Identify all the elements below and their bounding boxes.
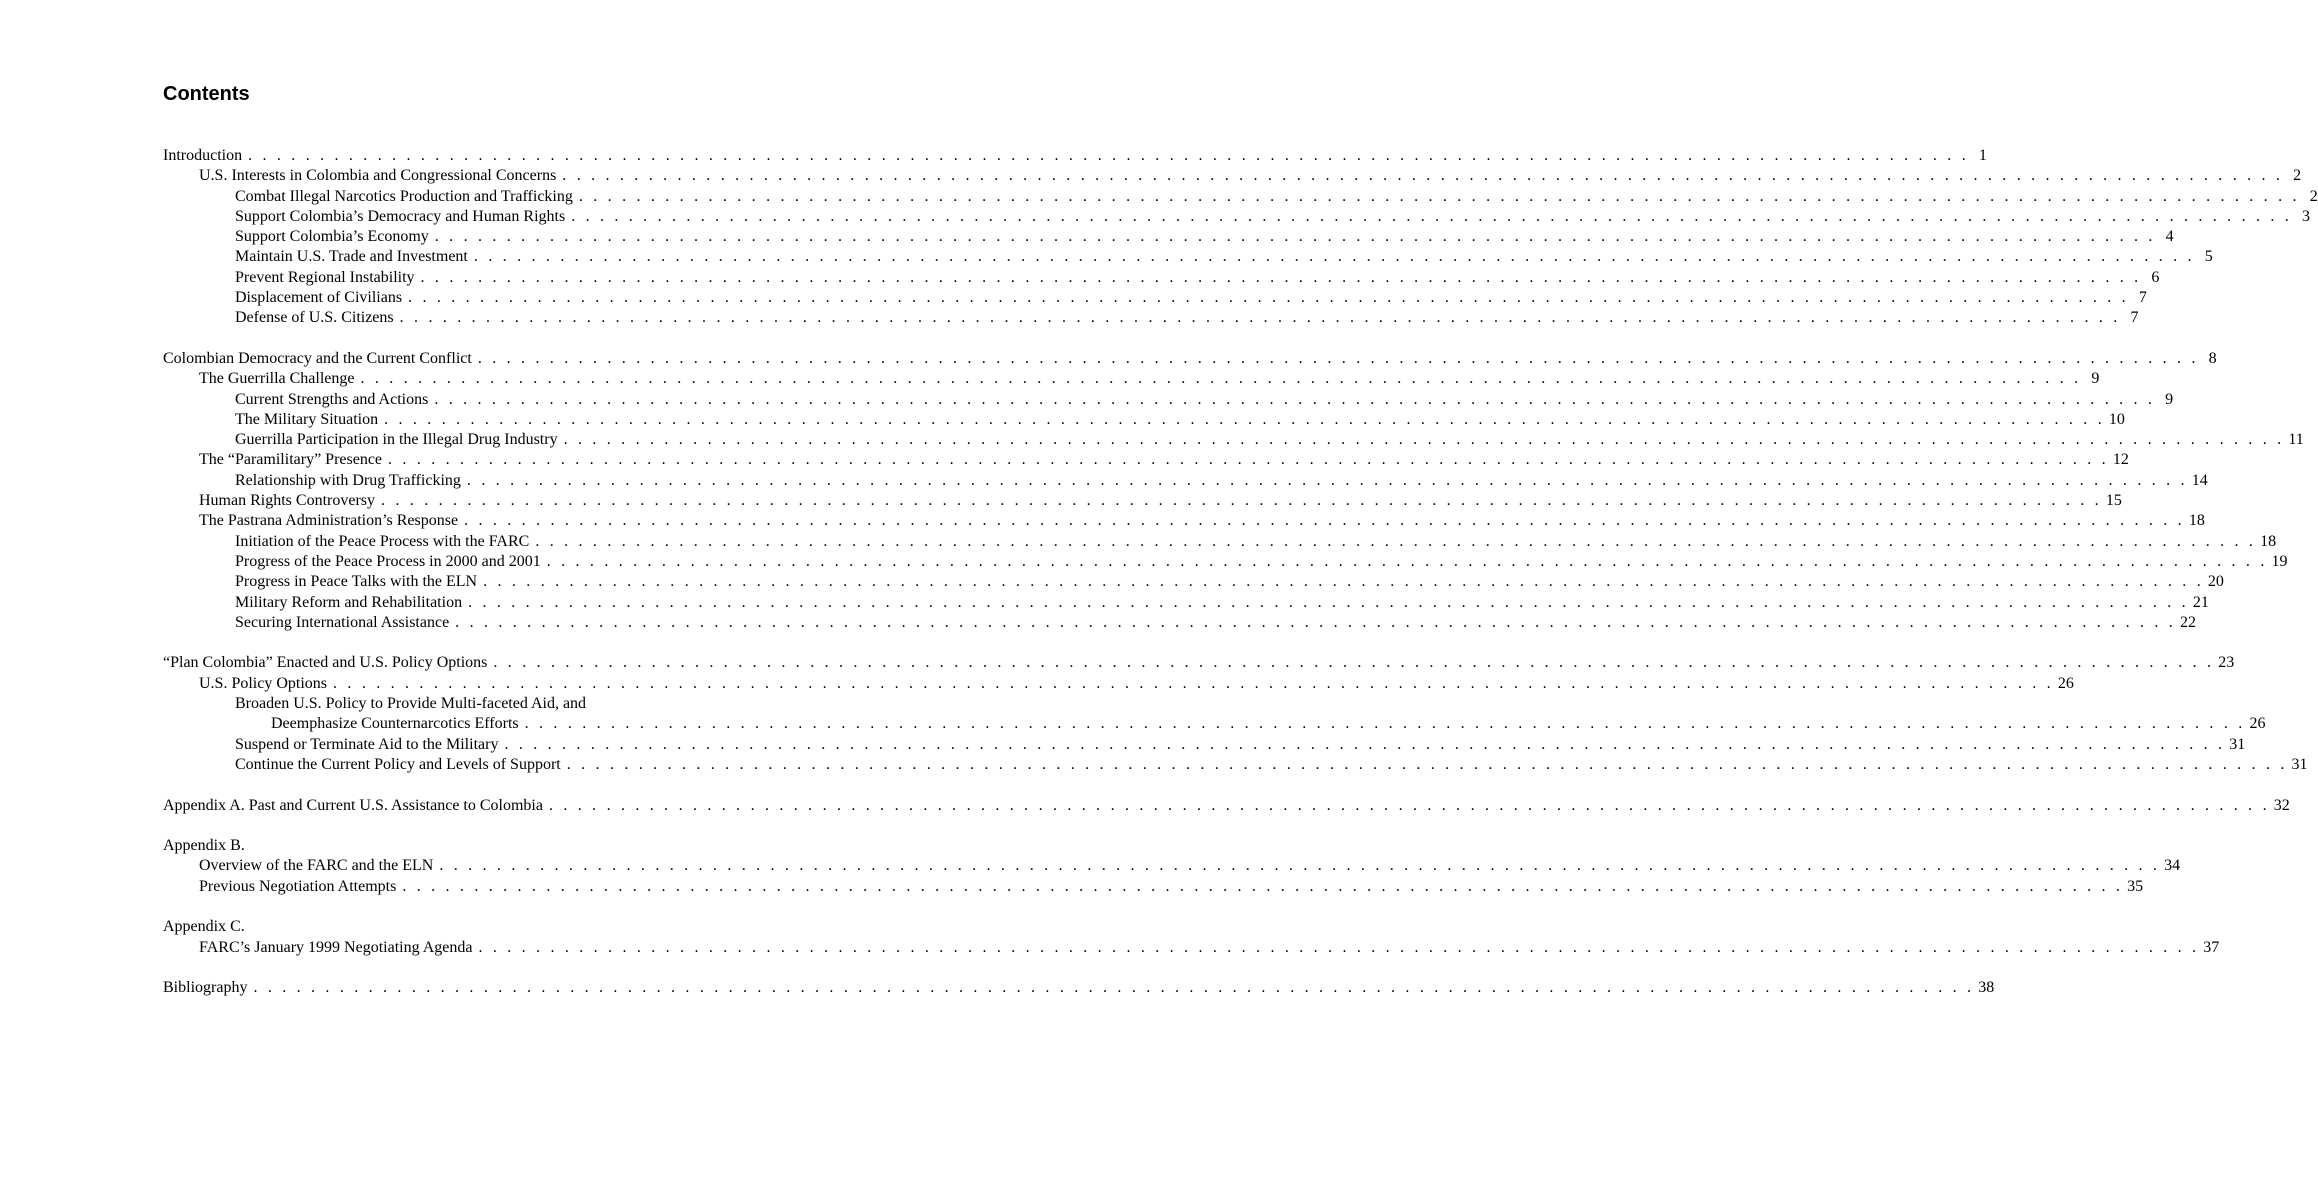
toc-entry[interactable] xyxy=(163,938,2220,958)
dot-leader: . . . . . . . . . . . . . . . . . . . . . . . . . . . . . . . . . . . . . . . . . . . . . . . . . . . . . . . . . . . . . . . . . . . . . . . . . . . . . . . . . . . . . . . . . . . . . . . . . . . . . . . . . . . . . . . . . . . . . . . . xyxy=(578,187,2300,205)
toc-entry[interactable] xyxy=(163,532,2277,552)
toc-entry-label: Maintain U.S. Trade and Investment xyxy=(235,248,468,266)
toc-entry-label: Bibliography xyxy=(163,979,248,997)
dot-leader: . . . . . . . . . . . . . . . . . . . . . . . . . . . . . . . . . . . . . . . . . . . . . . . . . . . . . . . . . . . . . . . . . . . . . . . . . . . . . . . . . . . . . . . . . . . . . . . . . . . . . . . . . . . . . . . . . . . . . . . . xyxy=(420,268,2142,286)
toc-entry-page-number: 15 xyxy=(2105,492,2122,510)
toc-entry[interactable] xyxy=(163,714,2266,734)
toc-entry-label: Deemphasize Counternarcotics Efforts xyxy=(271,715,519,733)
dot-leader: . . . . . . . . . . . . . . . . . . . . . . . . . . . . . . . . . . . . . . . . . . . . . . . . . . . . . . . . . . . . . . . . . . . . . . . . . . . . . . . . . . . . . . . . . . . . . . . . . . . . . . . . . . . . . . . . . . . . . . . . xyxy=(563,431,2285,449)
toc-entry-page-number: 22 xyxy=(2179,613,2196,631)
section-gap xyxy=(163,775,758,795)
toc-entry[interactable] xyxy=(163,187,2318,207)
dot-leader: . . . . . . . . . . . . . . . . . . . . . . . . . . . . . . . . . . . . . . . . . . . . . . . . . . . . . . . . . . . . . . . . . . . . . . . . . . . . . . . . . . . . . . . . . . . . . . . . . . . . . . . . . . . . . . . . . . . . . . . . xyxy=(408,289,2129,307)
toc-entry[interactable] xyxy=(163,410,2125,430)
toc-entry-label: Progress of the Peace Process in 2000 and 2001 xyxy=(235,552,541,570)
toc-entry-page-number: 18 xyxy=(2188,512,2205,530)
dot-leader: . . . . . . . . . . . . . . . . . . . . . . . . . . . . . . . . . . . . . . . . . . . . . . . . . . . . . . . . . . . . . . . . . . . . . . . . . . . . . . . . . . . . . . . . . . . . . . . . . . . . . . . . . . . . . . . . . . . . . . . . xyxy=(333,674,2054,692)
toc-entry-page-number: 38 xyxy=(1978,979,1995,997)
toc-entry-page-number: 26 xyxy=(2249,715,2266,733)
toc-entry[interactable] xyxy=(163,917,758,937)
dot-leader: . . . . . . . . . . . . . . . . . . . . . . . . . . . . . . . . . . . . . . . . . . . . . . . . . . . . . . . . . . . . . . . . . . . . . . . . . . . . . . . . . . . . . . . . . . . . . . . . . . . . . . . . . . . . . . . . . . . . . . . . xyxy=(439,857,2161,875)
toc-entry[interactable] xyxy=(163,796,2290,816)
dot-leader: . . . . . . . . . . . . . . . . . . . . . . . . . . . . . . . . . . . . . . . . . . . . . . . . . . . . . . . . . . . . . . . . . . . . . . . . . . . . . . . . . . . . . . . . . . . . . . . . . . . . . . . . . . . . . . . . . . . . . . . . xyxy=(504,735,2226,753)
toc-entry-page-number: 31 xyxy=(2229,735,2246,753)
toc-entry[interactable] xyxy=(163,450,2129,470)
dot-leader: . . . . . . . . . . . . . . . . . . . . . . . . . . . . . . . . . . . . . . . . . . . . . . . . . . . . . . . . . . . . . . . . . . . . . . . . . . . . . . . . . . . . . . . . . . . . . . . . . . . . . . . . . . . . . . . . . . . . . . . . xyxy=(483,573,2204,591)
toc-entry[interactable] xyxy=(163,308,2139,328)
toc-entry[interactable] xyxy=(163,369,2100,389)
toc-entry-page-number: 4 xyxy=(2165,228,2174,246)
toc-entry-label: Suspend or Terminate Aid to the Military xyxy=(235,735,499,753)
toc-entry-page-number: 32 xyxy=(2273,796,2290,814)
dot-leader: . . . . . . . . . . . . . . . . . . . . . . . . . . . . . . . . . . . . . . . . . . . . . . . . . . . . . . . . . . . . . . . . . . . . . . . . . . . . . . . . . . . . . . . . . . . . . . . . . . . . . . . . . . . . . . . . . . . . . . . . xyxy=(571,207,2292,225)
toc-entry[interactable] xyxy=(163,552,2288,572)
toc-entry-label: Appendix C. xyxy=(163,918,245,936)
toc-entry-page-number: 2 xyxy=(2309,187,2318,205)
toc-entry-label: U.S. Policy Options xyxy=(199,674,328,692)
toc-entry-page-number: 6 xyxy=(2151,268,2160,286)
toc-entry[interactable] xyxy=(163,613,2196,633)
toc-entry-page-number: 2 xyxy=(2293,167,2302,185)
toc-entry-page-number: 8 xyxy=(2208,349,2217,367)
toc-entry[interactable] xyxy=(163,674,2074,694)
toc-entry-page-number: 9 xyxy=(2165,390,2174,408)
toc-entry-label: Guerrilla Participation in the Illegal Drug Industry xyxy=(235,431,558,449)
toc-entry-page-number: 14 xyxy=(2191,471,2208,489)
toc-entry-label: Introduction xyxy=(163,147,243,164)
toc-entry[interactable] xyxy=(163,227,2174,247)
toc-entry-label: Continue the Current Policy and Levels of Support xyxy=(235,755,561,773)
dot-leader: . . . . . . . . . . . . . . . . . . . . . . . . . . . . . . . . . . . . . . . . . . . . . . . . . . . . . . . . . . . . . . . . . . . . . . . . . . . . . . . . . . . . . . . . . . . . . . . . . . . . . . . . . . . . . . . . . . . . . . . . xyxy=(493,654,2215,672)
toc-entry-page-number: 5 xyxy=(2204,248,2213,266)
toc-entry-label: Defense of U.S. Citizens xyxy=(235,309,394,327)
toc-entry-label: Support Colombia’s Economy xyxy=(235,228,429,246)
dot-leader: . . . . . . . . . . . . . . . . . . . . . . . . . . . . . . . . . . . . . . . . . . . . . . . . . . . . . . . . . . . . . . . . . . . . . . . . . . . . . . . . . . . . . . . . . . . . . . . . . . . . . . . . . . . . . . . . . . . . . . . . xyxy=(399,309,2121,327)
toc-entry[interactable] xyxy=(163,288,2147,308)
toc-entry-page-number: 21 xyxy=(2192,593,2209,611)
dot-leader: . . . . . . . . . . . . . . . . . . . . . . . . . . . . . . . . . . . . . . . . . . . . . . . . . . . . . . . . . . . . . . . . . . . . . . . . . . . . . . . . . . . . . . . . . . . . . . . . . . . . . . . . . . . . . . . . . . . . . . . . xyxy=(546,552,2268,570)
toc-entry-label: Support Colombia’s Democracy and Human Rights xyxy=(235,207,566,225)
toc-entry-label: Military Reform and Rehabilitation xyxy=(235,593,463,611)
toc-entry[interactable] xyxy=(163,877,2144,897)
toc-entry-page-number: 18 xyxy=(2260,532,2277,550)
dot-leader: . . . . . . . . . . . . . . . . . . . . . . . . . . . . . . . . . . . . . . . . . . . . . . . . . . . . . . . . . . . . . . . . . . . . . . . . . . . . . . . . . . . . . . . . . . . . . . . . . . . . . . . . . . . . . . . . . . . . . . . . xyxy=(478,938,2200,956)
dot-leader: . . . . . . . . . . . . . . . . . . . . . . . . . . . . . . . . . . . . . . . . . . . . . . . . . . . . . . . . . . . . . . . . . . . . . . . . . . . . . . . . . . . . . . . . . . . . . . . . . . . . . . . . . . . . . . . . . . . . . . . . xyxy=(468,593,2189,611)
toc-entry-page-number: 20 xyxy=(2207,573,2224,591)
toc-entry-label: “Plan Colombia” Enacted and U.S. Policy Options xyxy=(163,654,488,672)
dot-leader: . . . . . . . . . . . . . . . . . . . . . . . . . . . . . . . . . . . . . . . . . . . . . . . . . . . . . . . . . . . . . . . . . . . . . . . . . . . . . . . . . . . . . . . . . . . . . . . . . . . . . . . . . . . . . . . . . . . . . . . . xyxy=(360,370,2082,388)
toc-entry-page-number: 12 xyxy=(2112,451,2129,469)
dot-leader: . . . . . . . . . . . . . . . . . . . . . . . . . . . . . . . . . . . . . . . . . . . . . . . . . . . . . . . . . . . . . . . . . . . . . . . . . . . . . . . . . . . . . . . . . . . . . . . . . . . . . . . . . . . . . . . . . . . . . . . . xyxy=(384,410,2105,428)
toc-entry-label: Previous Negotiation Attempts xyxy=(199,877,397,895)
toc-entry-label: Securing International Assistance xyxy=(235,613,450,631)
toc-entry-label: Prevent Regional Instability xyxy=(235,268,415,286)
dot-leader: . . . . . . . . . . . . . . . . . . . . . . . . . . . . . . . . . . . . . . . . . . . . . . . . . . . . . . . . . . . . . . . . . . . . . . . . . . . . . . . . . . . . . . . . . . . . . . . . . . . . . . . . . . . . . . . . . . . . . . . . xyxy=(473,248,2195,266)
toc-entry-page-number: 9 xyxy=(2091,370,2100,388)
toc-entry[interactable] xyxy=(163,593,2209,613)
toc-entry[interactable] xyxy=(163,856,2181,876)
toc-entry[interactable] xyxy=(163,268,2160,288)
toc-entry[interactable] xyxy=(163,572,2224,592)
toc-entry[interactable] xyxy=(163,735,2246,755)
toc-entry-label: Overview of the FARC and the ELN xyxy=(199,857,434,875)
dot-leader: . . . . . . . . . . . . . . . . . . . . . . . . . . . . . . . . . . . . . . . . . . . . . . . . . . . . . . . . . . . . . . . . . . . . . . . . . . . . . . . . . . . . . . . . . . . . . . . . . . . . . . . . . . . . . . . . . . . . . . . . xyxy=(562,167,2284,185)
dot-leader: . . . . . . . . . . . . . . . . . . . . . . . . . . . . . . . . . . . . . . . . . . . . . . . . . . . . . . . . . . . . . . . . . . . . . . . . . . . . . . . . . . . . . . . . . . . . . . . . . . . . . . . . . . . . . . . . . . . . . . . . xyxy=(388,451,2109,469)
section-gap xyxy=(163,958,758,978)
toc-entry[interactable] xyxy=(163,166,2302,186)
dot-leader: . . . . . . . . . . . . . . . . . . . . . . . . . . . . . . . . . . . . . . . . . . . . . . . . . . . . . . . . . . . . . . . . . . . . . . . . . . . . . . . . . . . . . . . . . . . . . . . . . . . . . . . . . . . . . . . . . . . . . . . . xyxy=(455,613,2176,631)
dot-leader: . . . . . . . . . . . . . . . . . . . . . . . . . . . . . . . . . . . . . . . . . . . . . . . . . . . . . . . . . . . . . . . . . . . . . . . . . . . . . . . . . . . . . . . . . . . . . . . . . . . . . . . . . . . . . . . . . . . . . . . . xyxy=(434,390,2156,408)
page-title: Contents xyxy=(163,83,250,105)
dot-leader: . . . . . . . . . . . . . . . . . . . . . . . . . . . . . . . . . . . . . . . . . . . . . . . . . . . . . . . . . . . . . . . . . . . . . . . . . . . . . . . . . . . . . . . . . . . . . . . . . . . . . . . . . . . . . . . . . . . . . . . . xyxy=(253,979,1975,997)
toc-entry-label: Initiation of the Peace Process with the FARC xyxy=(235,532,530,550)
toc-entry-page-number: 10 xyxy=(2108,410,2125,428)
toc-entry[interactable] xyxy=(163,978,1995,998)
toc-entry-page-number: 31 xyxy=(2291,755,2308,773)
dot-leader: . . . . . . . . . . . . . . . . . . . . . . . . . . . . . . . . . . . . . . . . . . . . . . . . . . . . . . . . . . . . . . . . . . . . . . . . . . . . . . . . . . . . . . . . . . . . . . . . . . . . . . . . . . . . . . . . . . . . . . . . xyxy=(524,715,2246,733)
toc-entry[interactable] xyxy=(163,349,2217,369)
toc-entry-label: The Pastrana Administration’s Response xyxy=(199,512,459,530)
toc-entry[interactable] xyxy=(163,755,2308,775)
toc-entry[interactable] xyxy=(163,511,2205,531)
toc-entry-page-number: 11 xyxy=(2288,431,2304,449)
toc-entry-label: Combat Illegal Narcotics Production and Trafficking xyxy=(235,187,573,205)
toc-entry-label: Colombian Democracy and the Current Conflict xyxy=(163,349,472,367)
dot-leader: . . . . . . . . . . . . . . . . . . . . . . . . . . . . . . . . . . . . . . . . . . . . . . . . . . . . . . . . . . . . . . . . . . . . . . . . . . . . . . . . . . . . . . . . . . . . . . . . . . . . . . . . . . . . . . . . . . . . . . . . xyxy=(434,228,2156,246)
dot-leader: . . . . . . . . . . . . . . . . . . . . . . . . . . . . . . . . . . . . . . . . . . . . . . . . . . . . . . . . . . . . . . . . . . . . . . . . . . . . . . . . . . . . . . . . . . . . . . . . . . . . . . . . . . . . . . . . . . . . . . . . xyxy=(466,471,2188,489)
section-gap xyxy=(163,329,758,349)
dot-leader: . . . . . . . . . . . . . . . . . . . . . . . . . . . . . . . . . . . . . . . . . . . . . . . . . . . . . . . . . . . . . . . . . . . . . . . . . . . . . . . . . . . . . . . . . . . . . . . . . . . . . . . . . . . . . . . . . . . . . . . . xyxy=(464,512,2185,530)
toc-entry-label: U.S. Interests in Colombia and Congressional Concerns xyxy=(199,167,557,185)
dot-leader: . . . . . . . . . . . . . . . . . . . . . . . . . . . . . . . . . . . . . . . . . . . . . . . . . . . . . . . . . . . . . . . . . . . . . . . . . . . . . . . . . . . . . . . . . . . . . . . . . . . . . . . . . . . . . . . . . . . . . . . . xyxy=(535,532,2257,550)
dot-leader: . . . . . . . . . . . . . . . . . . . . . . . . . . . . . . . . . . . . . . . . . . . . . . . . . . . . . . . . . . . . . . . . . . . . . . . . . . . . . . . . . . . . . . . . . . . . . . . . . . . . . . . . . . . . . . . . . . . . . . . . xyxy=(381,492,2102,510)
toc-entry[interactable] xyxy=(163,836,758,856)
toc-entry-label: Displacement of Civilians xyxy=(235,289,403,307)
toc-entry-page-number: 26 xyxy=(2057,674,2074,692)
section-gap xyxy=(163,897,758,917)
section-gap xyxy=(163,633,758,653)
toc-entry[interactable] xyxy=(163,247,2213,267)
toc-entry[interactable] xyxy=(163,491,2122,511)
toc-entry-page-number: 34 xyxy=(2164,857,2181,875)
table-of-contents xyxy=(163,146,2318,998)
dot-leader: . . . . . . . . . . . . . . . . . . . . . . . . . . . . . . . . . . . . . . . . . . . . . . . . . . . . . . . . . . . . . . . . . . . . . . . . . . . . . . . . . . . . . . . . . . . . . . . . . . . . . . . . . . . . . . . . . . . . . . . . xyxy=(477,349,2199,367)
toc-entry-label: Broaden U.S. Policy to Provide Multi-faceted Aid, and xyxy=(235,695,587,713)
toc-entry-label: The Military Situation xyxy=(235,410,379,428)
toc-entry-page-number: 3 xyxy=(2302,207,2310,225)
toc-entry-page-number: 1 xyxy=(1978,147,1987,164)
toc-entry[interactable] xyxy=(163,430,2304,450)
toc-entry-label: The Guerrilla Challenge xyxy=(199,370,355,388)
toc-entry-page-number: 19 xyxy=(2271,552,2288,570)
toc-entry-label: The “Paramilitary” Presence xyxy=(199,451,383,469)
toc-entry[interactable] xyxy=(163,694,758,714)
toc-entry-page-number: 23 xyxy=(2218,654,2235,672)
toc-entry-page-number: 7 xyxy=(2130,309,2139,327)
toc-entry[interactable] xyxy=(163,390,2174,410)
section-gap xyxy=(163,816,758,836)
toc-entry-page-number: 35 xyxy=(2127,877,2144,895)
toc-entry-label: Human Rights Controversy xyxy=(199,492,375,510)
toc-entry-label: Current Strengths and Actions xyxy=(235,390,429,408)
dot-leader: . . . . . . . . . . . . . . . . . . . . . . . . . . . . . . . . . . . . . . . . . . . . . . . . . . . . . . . . . . . . . . . . . . . . . . . . . . . . . . . . . . . . . . . . . . . . . . . . . . . . . . . . . . . . . . . . . . . . . . . . xyxy=(402,877,2124,895)
toc-entry-label: Relationship with Drug Trafficking xyxy=(235,471,461,489)
toc-entry-label: Progress in Peace Talks with the ELN xyxy=(235,573,478,591)
toc-entry-label: FARC’s January 1999 Negotiating Agenda xyxy=(199,938,473,956)
toc-entry-label: Appendix A. Past and Current U.S. Assistance to Colombia xyxy=(163,796,543,814)
dot-leader: . . . . . . . . . . . . . . . . . . . . . . . . . . . . . . . . . . . . . . . . . . . . . . . . . . . . . . . . . . . . . . . . . . . . . . . . . . . . . . . . . . . . . . . . . . . . . . . . . . . . . . . . . . . . . . . . . . . . . . . . xyxy=(548,796,2270,814)
toc-entry[interactable] xyxy=(163,653,2235,673)
toc-entry[interactable] xyxy=(163,471,2208,491)
toc-entry-page-number: 37 xyxy=(2203,938,2220,956)
toc-entry[interactable] xyxy=(163,146,1987,166)
toc-entry-label: Appendix B. xyxy=(163,837,245,855)
dot-leader: . . . . . . . . . . . . . . . . . . . . . . . . . . . . . . . . . . . . . . . . . . . . . . . . . . . . . . . . . . . . . . . . . . . . . . . . . . . . . . . . . . . . . . . . . . . . . . . . . . . . . . . . . . . . . . . . . . . . . . . . xyxy=(566,755,2288,773)
toc-entry-page-number: 7 xyxy=(2138,289,2147,307)
dot-leader: . . . . . . . . . . . . . . . . . . . . . . . . . . . . . . . . . . . . . . . . . . . . . . . . . . . . . . . . . . . . . . . . . . . . . . . . . . . . . . . . . . . . . . . . . . . . . . . . . . . . . . . . . . . . . . . . . . . . . . . . xyxy=(248,147,1969,164)
toc-entry[interactable] xyxy=(163,207,2310,227)
